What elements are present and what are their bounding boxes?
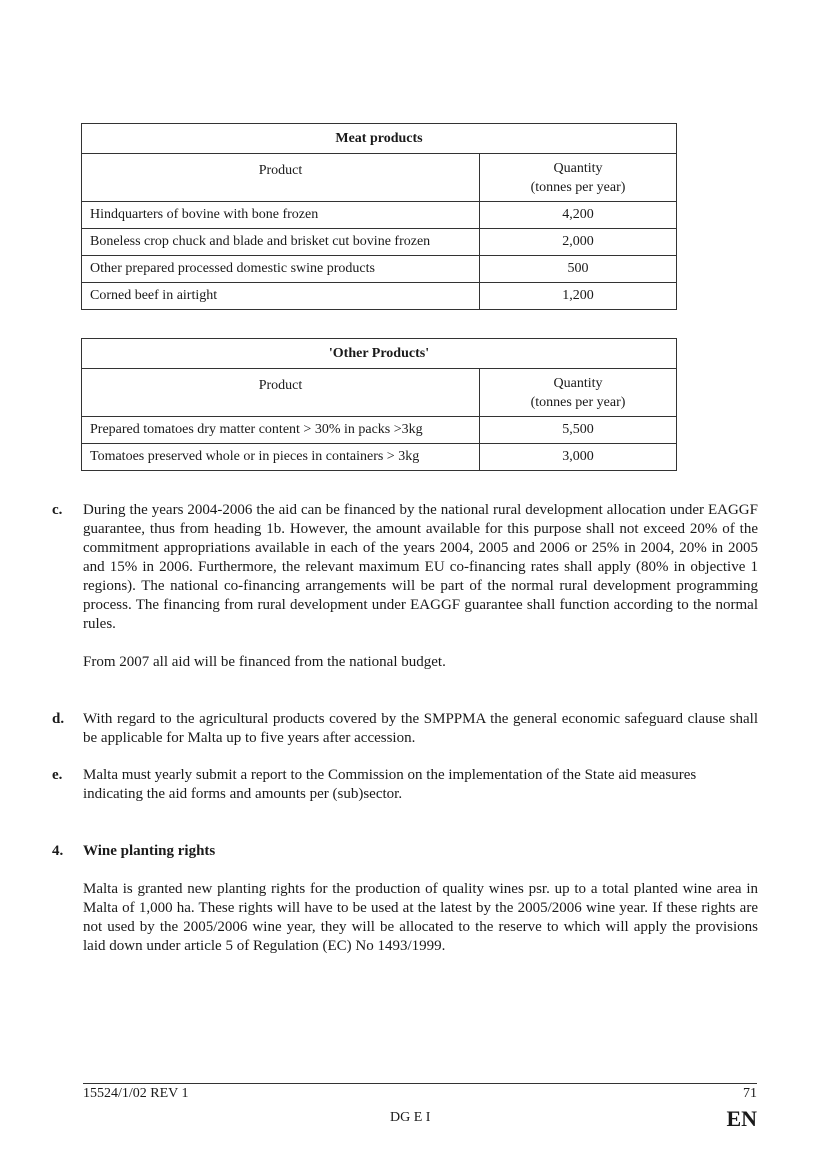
other-table-title: 'Other Products': [82, 339, 677, 369]
product-cell: Prepared tomatoes dry matter content > 30% in packs >3kg: [82, 417, 480, 444]
product-cell: Hindquarters of bovine with bone frozen: [82, 202, 480, 229]
meat-products-table: [81, 123, 677, 310]
quantity-header-unit: (tonnes per year): [530, 394, 626, 410]
column-header-quantity: [480, 154, 677, 202]
table-title-row: [82, 339, 677, 369]
table-header-row: [82, 369, 677, 417]
quantity-cell: 500: [480, 256, 677, 283]
product-cell: Boneless crop chuck and blade and brisket cut bovine frozen: [82, 229, 480, 256]
table-row: [82, 256, 677, 283]
quantity-cell: 1,200: [480, 283, 677, 310]
table-row: [82, 202, 677, 229]
item-text: During the years 2004-2006 the aid can be financed by the national rural development allocation under EAGGF guarantee, thus from heading 1b. However, the amount available for this purpose shall not exceed 20% of the commitment appropriations available in each of the years 2004, 2005 and 2006 or 25% in 2004, 20% in 2005 and 15% in 2006. Furthermore, the relevant maximum EU co-financing rates shall apply (80% in objective 1 regions). The national co-financing arrangements will be part of the normal rural development programming process. The financing from rural development under EAGGF guarantee shall function according to the normal rules.: [83, 502, 758, 632]
item-label: e.: [52, 767, 63, 783]
language-code: EN: [726, 1106, 757, 1131]
quantity-cell: 2,000: [480, 229, 677, 256]
quantity-header-label: Quantity: [553, 375, 603, 391]
table-row: [82, 417, 677, 444]
table-header-row: [82, 154, 677, 202]
page-number: 71: [743, 1086, 757, 1101]
table-row: [82, 444, 677, 471]
list-item-e: [52, 766, 758, 804]
quantity-header-unit: (tonnes per year): [530, 179, 626, 195]
section-number: 4.: [52, 843, 64, 859]
column-header-product: Product: [82, 369, 480, 417]
item-text: With regard to the agricultural products covered by the SMPPMA the general economic safeguard clause shall be applicable for Malta up to five years after accession.: [83, 711, 758, 746]
other-products-table: [81, 338, 677, 471]
section-title: Wine planting rights: [83, 843, 216, 859]
department-label: DG E I: [390, 1110, 431, 1125]
item-text: Malta must yearly submit a report to the Commission on the implementation of the State aid measures indicating the aid forms and amounts per (sub)sector.: [83, 767, 697, 802]
quantity-cell: 4,200: [480, 202, 677, 229]
item-label: d.: [52, 711, 65, 727]
product-cell: Tomatoes preserved whole or in pieces in containers > 3kg: [82, 444, 480, 471]
column-header-quantity: [480, 369, 677, 417]
product-cell: Corned beef in airtight: [82, 283, 480, 310]
quantity-header-label: Quantity: [553, 160, 603, 176]
quantity-cell: 5,500: [480, 417, 677, 444]
section-paragraph: Malta is granted new planting rights for the production of quality wines psr. up to a total planted wine area in Malta of 1,000 ha. These rights will have to be used at the latest by the 2005/2006 wine year. If these rights are not used by the 2005/2006 wine year, they will be allocated to the reserve to which will apply the provisions laid down under article 5 of Regulation (EC) No 1493/1999.: [83, 881, 758, 954]
meat-table-title: Meat products: [82, 124, 677, 154]
table-row: [82, 283, 677, 310]
list-item-c: [52, 501, 758, 672]
quantity-cell: 3,000: [480, 444, 677, 471]
item-label: c.: [52, 502, 63, 518]
document-reference: 15524/1/02 REV 1: [83, 1086, 189, 1101]
list-item-d: [52, 710, 758, 748]
footer-divider: [83, 1083, 757, 1084]
column-header-product: Product: [82, 154, 480, 202]
table-row: [82, 229, 677, 256]
table-title-row: [82, 124, 677, 154]
item-text-continued: From 2007 all aid will be financed from the national budget.: [83, 654, 446, 670]
section-heading: [52, 843, 215, 860]
product-cell: Other prepared processed domestic swine products: [82, 256, 480, 283]
